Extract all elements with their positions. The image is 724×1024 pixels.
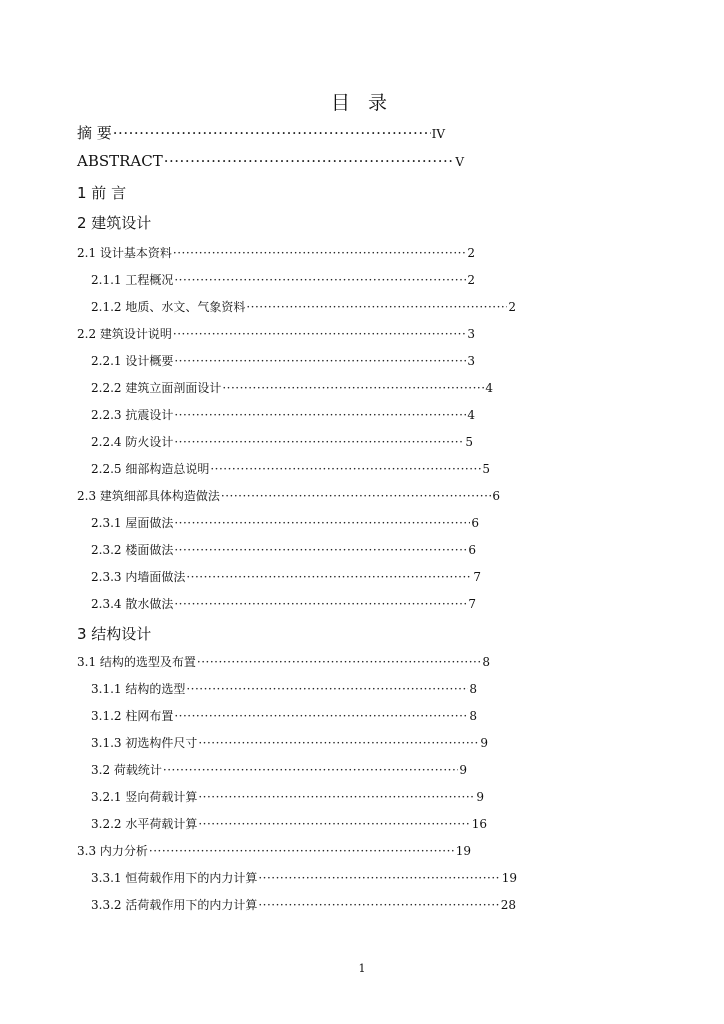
toc-entry-chapter-3[interactable] <box>77 623 151 644</box>
toc-entry-page: 9 <box>480 736 488 750</box>
toc-entry[interactable] <box>77 244 475 261</box>
toc-leader-dots <box>186 570 472 584</box>
toc-entry-label: 1 前 言 <box>77 184 127 202</box>
toc-leader-dots <box>210 462 481 476</box>
toc-leader-dots <box>222 381 484 395</box>
toc-entry-label: 3.1.3 初选构件尺寸 <box>91 736 198 750</box>
toc-entry-label: 2.2.3 抗震设计 <box>91 408 174 422</box>
toc-leader-dots <box>246 300 507 314</box>
toc-entry-page: 9 <box>459 763 467 777</box>
toc-entry-page: IV <box>431 127 445 141</box>
toc-leader-dots <box>174 709 468 723</box>
toc-entry-label: 3 结构设计 <box>77 625 152 643</box>
toc-leader-dots <box>174 435 464 449</box>
toc-entry-label: 2 建筑设计 <box>77 214 152 232</box>
toc-entry[interactable] <box>91 568 481 585</box>
toc-entry-label: 3.1 结构的选型及布置 <box>77 655 196 669</box>
toc-entry[interactable] <box>91 869 517 886</box>
toc-entry-page: 8 <box>469 682 477 696</box>
toc-entry-page: 19 <box>455 844 471 858</box>
toc-entry-label: 3.3.2 活荷载作用下的内力计算 <box>91 898 258 912</box>
toc-entry[interactable] <box>91 352 475 369</box>
toc-entry-label: 3.3.1 恒荷载作用下的内力计算 <box>91 871 258 885</box>
toc-entry[interactable] <box>91 460 490 477</box>
toc-entry[interactable] <box>91 734 488 751</box>
toc-leader-dots <box>173 246 466 260</box>
toc-entry[interactable] <box>91 298 516 315</box>
toc-entry-label: 2.1.1 工程概况 <box>91 273 174 287</box>
toc-leader-dots <box>221 489 491 503</box>
toc-leader-dots <box>174 543 467 557</box>
toc-entry[interactable] <box>91 707 477 724</box>
toc-entry-page: 5 <box>482 462 490 476</box>
toc-leader-dots <box>174 408 466 422</box>
toc-entry-page: 9 <box>476 790 484 804</box>
page-number: 1 <box>358 962 366 975</box>
toc-entry-page: 6 <box>492 489 500 503</box>
toc-entry-page: 19 <box>501 871 517 885</box>
toc-entry-page: 2 <box>467 246 475 260</box>
toc-leader-dots <box>163 763 458 777</box>
toc-entry-label: 3.1.2 柱网布置 <box>91 709 174 723</box>
toc-entry-abstract-cn[interactable] <box>77 122 445 143</box>
toc-entry-page: 3 <box>467 327 475 341</box>
toc-leader-dots <box>164 152 455 170</box>
toc-entry-page: 2 <box>467 273 475 287</box>
toc-entry[interactable] <box>91 896 516 913</box>
toc-entry-label: 2.3.2 楼面做法 <box>91 543 174 557</box>
toc-leader-dots <box>258 898 499 912</box>
toc-entry[interactable] <box>91 788 484 805</box>
toc-entry[interactable] <box>91 433 473 450</box>
toc-entry[interactable] <box>91 761 467 778</box>
toc-entry-label: 2.2.1 设计概要 <box>91 354 174 368</box>
toc-entry-label: 2.1 设计基本资料 <box>77 246 172 260</box>
toc-leader-dots <box>258 871 500 885</box>
toc-leader-dots <box>174 354 466 368</box>
toc-entry[interactable] <box>91 406 475 423</box>
toc-entry[interactable] <box>91 680 477 697</box>
toc-entry-page: 2 <box>508 300 516 314</box>
toc-entry-label: 3.2.1 竖向荷载计算 <box>91 790 198 804</box>
toc-entry-label: 3.3 内力分析 <box>77 844 148 858</box>
toc-entry[interactable] <box>77 842 471 859</box>
toc-entry-label: 3.1.1 结构的选型 <box>91 682 186 696</box>
toc-leader-dots <box>174 516 470 530</box>
toc-entry-page: 7 <box>468 597 476 611</box>
toc-entry-page: 16 <box>471 817 487 831</box>
toc-leader-dots <box>186 682 468 696</box>
toc-entry-label: 3.2.2 水平荷载计算 <box>91 817 198 831</box>
toc-entry-page: 6 <box>468 543 476 557</box>
toc-leader-dots <box>173 327 466 341</box>
toc-entry-page: 8 <box>469 709 477 723</box>
toc-entry[interactable] <box>91 271 475 288</box>
toc-entry-label: 2.2.2 建筑立面剖面设计 <box>91 381 222 395</box>
toc-entry-chapter-2[interactable] <box>77 212 151 233</box>
toc-entry-label: 3.2 荷载统计 <box>91 763 162 777</box>
toc-entry-page: 7 <box>473 570 481 584</box>
toc-entry[interactable] <box>77 487 500 504</box>
toc-leader-dots <box>197 655 481 669</box>
toc-entry[interactable] <box>91 379 493 396</box>
toc-leader-dots <box>174 597 467 611</box>
toc-entry-page: 4 <box>485 381 493 395</box>
toc-leader-dots <box>174 273 466 287</box>
toc-entry[interactable] <box>77 325 475 342</box>
toc-entry-label: 2.3.4 散水做法 <box>91 597 174 611</box>
toc-entry[interactable] <box>91 541 476 558</box>
toc-title: 目 录 <box>330 92 394 114</box>
toc-leader-dots <box>113 124 431 142</box>
toc-entry-page: 4 <box>467 408 475 422</box>
toc-entry-chapter-1[interactable] <box>77 182 126 203</box>
toc-entry-label: 2.2 建筑设计说明 <box>77 327 172 341</box>
toc-entry[interactable] <box>91 595 476 612</box>
toc-entry-label: ABSTRACT <box>77 152 163 170</box>
toc-entry-label: 2.2.5 细部构造总说明 <box>91 462 210 476</box>
toc-entry[interactable] <box>91 815 487 832</box>
toc-entry-page: 3 <box>467 354 475 368</box>
toc-entry-label: 2.3 建筑细部具体构造做法 <box>77 489 220 503</box>
toc-entry-page: 28 <box>500 898 516 912</box>
toc-entry-label: 摘 要 <box>77 124 112 142</box>
toc-entry-label: 2.3.1 屋面做法 <box>91 516 174 530</box>
toc-leader-dots <box>198 736 479 750</box>
toc-entry-page: V <box>455 155 464 169</box>
toc-entry-page: 8 <box>482 655 490 669</box>
toc-entry-label: 2.2.4 防火设计 <box>91 435 174 449</box>
toc-entry[interactable] <box>91 514 479 531</box>
toc-entry-abstract-en[interactable] <box>77 152 464 170</box>
toc-entry-label: 2.3.3 内墙面做法 <box>91 570 186 584</box>
toc-leader-dots <box>198 790 475 804</box>
toc-leader-dots <box>198 817 470 831</box>
toc-entry-page: 6 <box>471 516 479 530</box>
toc-leader-dots <box>149 844 455 858</box>
toc-entry-page: 5 <box>465 435 473 449</box>
toc-entry-label: 2.1.2 地质、水文、气象资料 <box>91 300 246 314</box>
toc-entry[interactable] <box>77 653 490 670</box>
